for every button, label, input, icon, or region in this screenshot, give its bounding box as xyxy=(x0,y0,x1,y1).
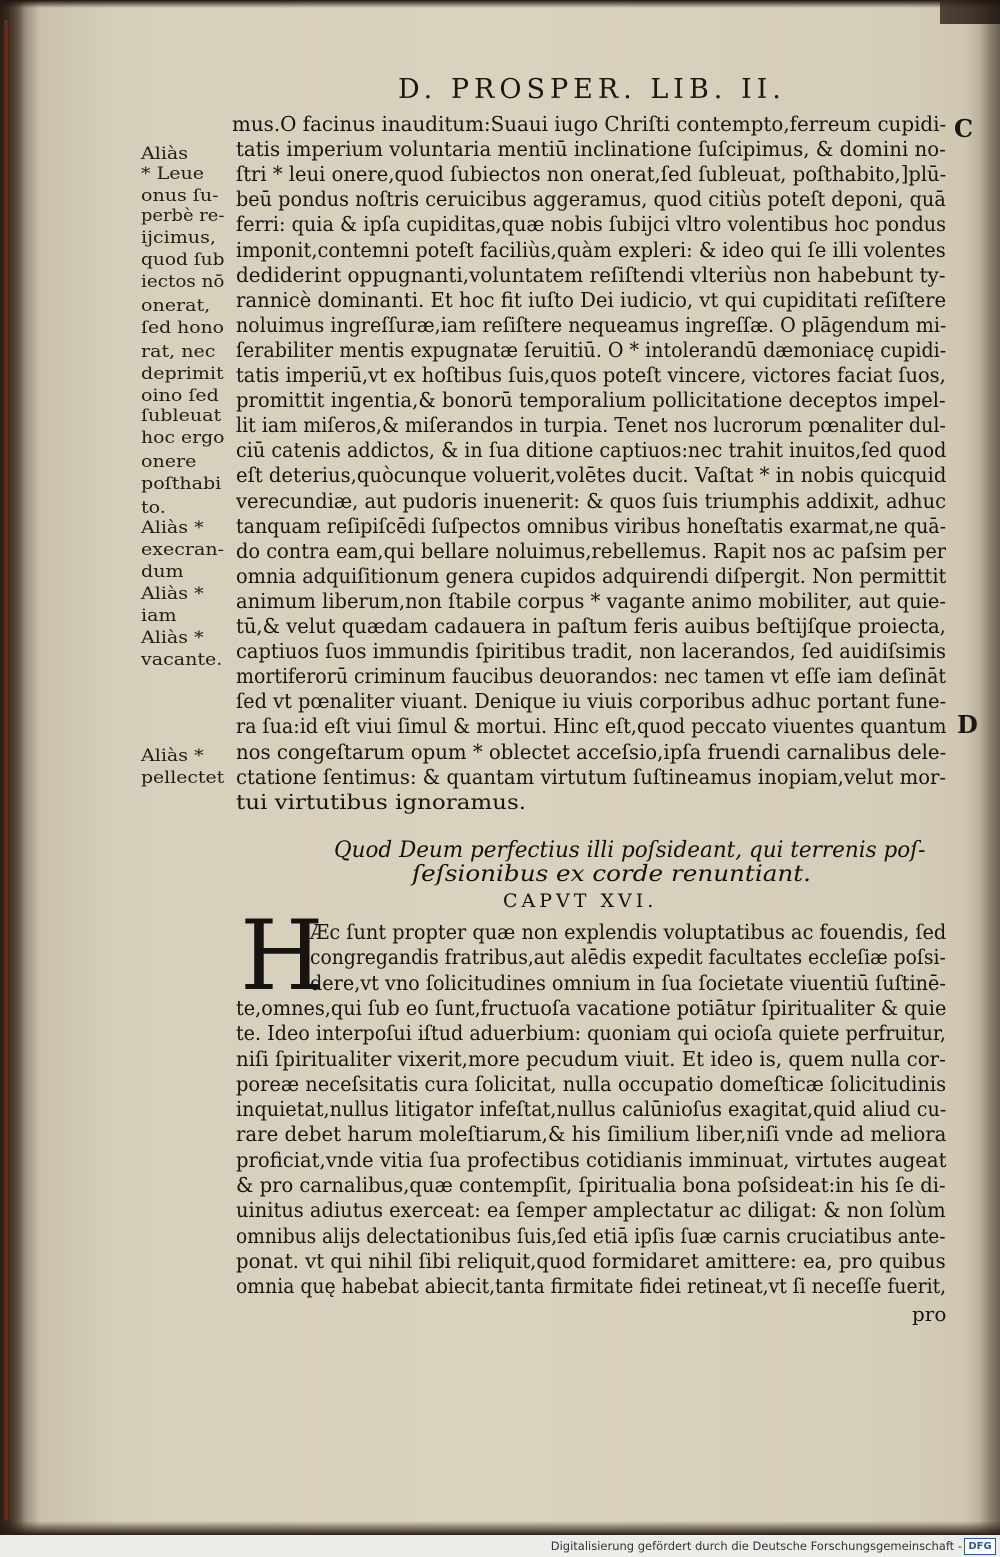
text-line: mus.O facinus inauditum:Suaui iugo Chriſti contempto,ferreum cupidi- xyxy=(232,112,947,136)
text-line: tui virtutibus ignoramus. xyxy=(236,789,527,814)
margin-note-line: to. xyxy=(141,498,166,518)
footer-credit: Digitalisierung gefördert durch die Deutsche Forschungsgemeinschaft - xyxy=(550,1539,962,1553)
margin-note-line: dum xyxy=(141,562,184,582)
text-line: promittit ingentia,& bonorū temporalium pollicitatione deceptos impel- xyxy=(236,388,946,413)
text-line: rannicè dominanti. Et hoc fit iuſto Dei iudicio, vt qui cupiditati reſiſtere xyxy=(236,287,947,312)
margin-note-line: rat, nec xyxy=(141,342,216,362)
text-line: tatis imperium voluntaria mentiū inclinatione ſuſcipimus, & domini no- xyxy=(236,137,946,162)
text-line: mortiferorū criminum faucibus deuorandos: nec tamen vt eſſe iam deſināt xyxy=(236,664,946,689)
margin-note-line: poſthabi xyxy=(141,474,222,494)
text-line: do contra eam,qui bellare noluimus,rebellemus. Rapit nos ac paſsim per xyxy=(236,538,947,563)
margin-note-line: oino ſed xyxy=(141,386,219,406)
text-line: te,omnes,qui ſub eo ſunt,fructuoſa vacatione potiātur ſpiritualiter & quie xyxy=(236,995,947,1020)
margin-note-line: onere xyxy=(141,452,197,472)
catchword: pro xyxy=(912,1302,947,1326)
text-line: proficiat,vnde vitia ſua profectibus cotidianis imminuat, virtutes augeat xyxy=(236,1147,947,1172)
text-line: omnibus alijs delectationibus ſuis,ſed etiā ipſis ſuæ carnis cruciatibus ante- xyxy=(236,1223,946,1248)
margin-note-line: Aliàs * xyxy=(141,584,204,604)
text-line: inquietat,nullus litigator infeſtat,nullus calūnioſus exagitat,quid aliud cu- xyxy=(236,1097,947,1122)
text-line: Æc ſunt propter quæ non explendis voluptatibus ac fouendis, ſed xyxy=(310,920,947,944)
margin-note-line: ijcimus, xyxy=(141,228,216,248)
text-line: rare debet harum moleſtiarum,& his ſimilium liber,niſi vnde ad meliora xyxy=(236,1122,947,1147)
margin-note-line: perbè re- xyxy=(141,206,225,226)
chapter-heading-line: ſeſsionibus ex corde renuntiant. xyxy=(412,862,812,887)
margin-note-line: onerat, xyxy=(141,296,211,316)
margin-note-line: ſed hono xyxy=(141,318,225,338)
text-line: beū pondus noſtris ceruicibus aggeramus, quod citiùs poteſt deponi, quā xyxy=(236,187,946,212)
margin-note-line: quod ſub xyxy=(141,250,225,270)
margin-letter-c: C xyxy=(954,114,974,143)
text-line: ciū catenis addictos, & in ſua ditione captiuos:nec trahit inuitos,ſed quod xyxy=(236,438,947,463)
text-line: dere,vt vno ſolicitudines omnium in ſua ſocietate viuentiū ſuſtinē- xyxy=(310,970,946,995)
text-line: verecundiæ, aut pudoris inuenerit: & quos ſuis triumphis addixit, adhuc xyxy=(236,488,946,513)
text-line: omnia adquiſitionum genera cupidos adquirendi diſpergit. Non permittit xyxy=(236,563,947,588)
margin-note-line: * Leue xyxy=(141,164,205,184)
text-line: congregandis fratribus,aut alēdis expedit facultates eccleſiæ poſsi- xyxy=(310,945,946,970)
chapter-heading-line: Quod Deum perfectius illi poſsideant, qui terrenis poſ- xyxy=(334,838,926,863)
margin-note-line: execran- xyxy=(141,540,225,560)
text-line: poreæ neceſsitatis cura ſolicitat, nulla occupatio domeſticæ ſolicitudinis xyxy=(236,1071,947,1096)
drop-cap-initial: H xyxy=(240,900,324,1012)
text-line: ſtri * leui onere,quod ſubiectos non onerat,ſed ſubleuat, poſthabito,]plū- xyxy=(236,162,947,187)
margin-note-line: vacante. xyxy=(141,650,223,670)
text-line: captiuos ſuos immundis ſpiritibus tradit, non lacerandos, ſed auidiſsimis xyxy=(236,639,947,664)
red-page-edge xyxy=(4,20,8,1520)
text-line: noluimus ingreſſuræ,iam reſiſtere nequeamus ingreſſæ. O plāgendum mi- xyxy=(236,312,947,337)
margin-note-line: deprimit xyxy=(141,364,224,384)
text-line: niſi ſpiritualiter vixerit,more pecudum viuit. Et ideo is, quem nulla cor- xyxy=(236,1046,946,1071)
text-line: dediderint oppugnanti,voluntatem reſiſtendi vlteriùs non habebunt ty- xyxy=(236,262,946,287)
margin-note-line: Aliàs * xyxy=(141,628,204,648)
margin-note-line: iam xyxy=(141,606,177,626)
text-line: tū,& velut quædam cadauera in paſtum feris auibus beſtijſque proiecta, xyxy=(236,614,946,638)
text-line: eſt deterius,quòcunque voluerit,volētes ducit. Vaſtat * in nobis quicquid xyxy=(236,463,947,488)
text-line: omnia quę habebat abiecit,tanta firmitate fidei retineat,vt ſi neceſſe fuerit, xyxy=(236,1274,947,1299)
text-line: imponit,contemni poteſt faciliùs,quàm expleri: & ideo qui ſe illi volentes xyxy=(236,237,946,262)
margin-note-line: pellectet xyxy=(141,768,225,788)
text-line: ponat. vt qui nihil ſibi reliquit,quod formidaret amittere: ea, pro quibus xyxy=(236,1248,946,1273)
text-line: ferri: quia & ipſa cupiditas,quæ nobis ſubijci vltro volentibus hoc pondus xyxy=(236,212,947,237)
margin-note-line: ſubleuat xyxy=(141,406,222,426)
text-line: animum liberum,non ſtabile corpus * vagante animo mobiliter, aut quie- xyxy=(236,588,947,613)
text-line: uinitus adiutus exerceat: ea ſemper amplectatur ac diligat: & non ſolùm xyxy=(236,1198,946,1223)
dfg-logo: DFG xyxy=(964,1538,996,1555)
margin-note-line: iectos nō xyxy=(141,272,225,292)
margin-letter-d: D xyxy=(957,710,978,739)
text-line: ra ſua:id eſt viui ſimul & mortui. Hinc eſt,quod peccato viuentes quantum xyxy=(236,714,947,739)
text-line: tanquam reſipiſcēdi ſuſpectos omnibus viribus honeſtatis exarmat,ne quā- xyxy=(236,513,947,538)
text-line: ſed vt pœnaliter viuant. Denique iu viuis corporibus adhuc portant fune- xyxy=(236,689,947,714)
text-line: nos congeſtarum opum * oblectet acceſsio,ipſa fruendi carnalibus dele- xyxy=(236,739,947,764)
text-line: tatis imperiū,vt ex hoſtibus ſuis,quos poteſt vincere, victores faciat ſuos, xyxy=(236,363,946,387)
margin-note-line: hoc ergo xyxy=(141,428,225,448)
margin-note-line: Aliàs xyxy=(141,144,189,164)
chapter-number: CAPVT XVI. xyxy=(503,890,658,912)
digitization-footer xyxy=(0,1535,1000,1557)
running-head: D. PROSPER. LIB. II. xyxy=(398,74,786,105)
text-line: & pro carnalibus,quæ contempſit, ſpiritualia bona poſsideat:in his ſe di- xyxy=(236,1173,946,1197)
text-line: lit iam miſeros,& miſerandos in turpia. Tenet nos lucrorum pœnaliter dul- xyxy=(236,413,946,438)
text-line: ctatione ſentimus: & quantam virtutum ſuſtineamus inopiam,velut mor- xyxy=(236,764,947,789)
binding-corner xyxy=(940,0,1000,24)
text-line: te. Ideo interpoſui iſtud aduerbium: quoniam qui ocioſa quiete perfruitur, xyxy=(236,1021,946,1046)
margin-note-line: Aliàs * xyxy=(141,746,204,766)
margin-note-line: Aliàs * xyxy=(141,518,204,538)
margin-note-line: onus ſu- xyxy=(141,186,219,206)
text-line: ſerabiliter mentis expugnatæ ſeruitiū. O * intolerandū dæmoniacę cupidi- xyxy=(236,337,947,362)
